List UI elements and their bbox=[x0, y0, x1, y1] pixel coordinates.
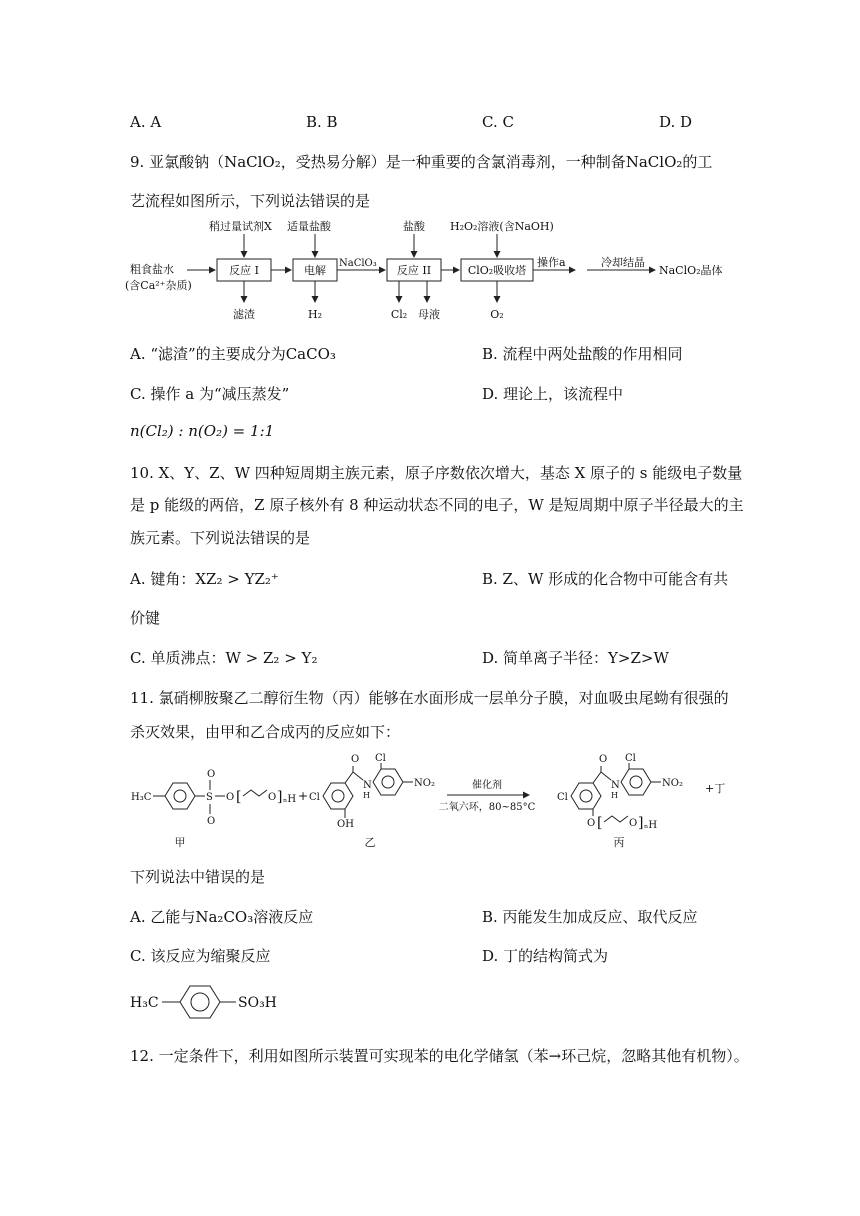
svg-text:SO₃H: SO₃H bbox=[238, 995, 277, 1011]
name-jia: 甲 bbox=[174, 836, 186, 849]
svg-text:]: ] bbox=[277, 789, 283, 805]
product-d-plus: +丁 bbox=[705, 782, 726, 795]
svg-text:ₙH: ₙH bbox=[644, 820, 658, 831]
svg-text:O: O bbox=[207, 769, 216, 780]
svg-text:电解: 电解 bbox=[304, 264, 326, 277]
svg-text:NO₂: NO₂ bbox=[414, 778, 435, 789]
svg-text:OH: OH bbox=[337, 819, 354, 830]
q9-flow-diagram bbox=[125, 214, 745, 326]
q10-stem-line1: 10. X、Y、Z、W 四种短周期主族元素，原子序数依次增大，基态 X 原子的 s 能级电子数量 bbox=[130, 464, 743, 482]
svg-text:O: O bbox=[587, 818, 596, 829]
flow-reagent-h2o2: H₂O₂溶液(含NaOH) bbox=[450, 220, 554, 233]
q11-option-b: B. 丙能发生加成反应、取代反应 bbox=[482, 908, 698, 926]
svg-text:ClO₂吸收塔: ClO₂吸收塔 bbox=[467, 264, 527, 277]
product-c-cl: Cl bbox=[557, 792, 568, 803]
q11-option-d: D. 丁的结构简式为 bbox=[482, 947, 609, 965]
svg-text:N: N bbox=[611, 780, 620, 791]
flow-product: NaClO₂晶体 bbox=[659, 264, 723, 277]
q10-option-d: D. 简单离子半径：Y>Z>W bbox=[482, 649, 669, 667]
q10-option-a: A. 键角：XZ₂ > YZ₂⁺ bbox=[130, 570, 279, 588]
q8-option-c: C. C bbox=[482, 113, 514, 131]
flow-out-cl2: Cl₂ bbox=[390, 308, 408, 321]
q10-option-c: C. 单质沸点：W > Z₂ > Y₂ bbox=[130, 649, 318, 667]
svg-text:反应 I: 反应 I bbox=[229, 264, 259, 277]
flow-reagent-x: 稍过量试剂X bbox=[209, 220, 272, 233]
flow-input: 粗食盐水 bbox=[130, 263, 174, 276]
reactant-a-h3c: H₃C bbox=[131, 792, 152, 803]
q10-stem-line3: 族元素。下列说法错误的是 bbox=[130, 529, 311, 547]
catalyst-label: 催化剂 bbox=[472, 780, 502, 791]
q11-option-d-structure bbox=[128, 978, 298, 1026]
q8-option-a: A. A bbox=[130, 113, 162, 131]
svg-text:[: [ bbox=[597, 815, 603, 831]
flow-reagent-hcl1: 适量盐酸 bbox=[287, 220, 331, 233]
q12-stem-line1: 12. 一定条件下，利用如图所示装置可实现苯的电化学储氢（苯→环己烷，忽略其他有机物）。 bbox=[130, 1047, 749, 1065]
svg-text:Cl: Cl bbox=[375, 753, 386, 764]
flow-cool: 冷却结晶 bbox=[601, 256, 645, 269]
svg-text:O: O bbox=[226, 792, 235, 803]
q11-stem-line1: 11. 氯硝柳胺聚乙二醇衍生物（丙）能够在水面形成一层单分子膜，对血吸虫尾蚴有很强的 bbox=[130, 689, 729, 707]
svg-text:O: O bbox=[268, 792, 277, 803]
flow-out-residue: 滤渣 bbox=[233, 308, 255, 321]
name-bing: 丙 bbox=[613, 836, 625, 849]
name-yi: 乙 bbox=[364, 836, 376, 849]
svg-text:NO₂: NO₂ bbox=[662, 778, 683, 789]
flow-out-mother-liquor: 母液 bbox=[418, 308, 440, 321]
q11-reaction-scheme bbox=[125, 752, 735, 852]
svg-text:Cl: Cl bbox=[625, 753, 636, 764]
q11-question: 下列说法中错误的是 bbox=[130, 868, 266, 886]
svg-text:O: O bbox=[629, 818, 638, 829]
svg-text:]: ] bbox=[638, 815, 644, 831]
flow-out-o2: O₂ bbox=[490, 308, 504, 321]
q9-option-d: D. 理论上，该流程中 bbox=[482, 385, 624, 403]
svg-text:O: O bbox=[351, 754, 360, 765]
q9-stem-line1: 9. 亚氯酸钠（NaClO₂，受热易分解）是一种重要的含氯消毒剂，一种制备NaClO₂的工 bbox=[130, 153, 713, 171]
flow-mid-naclo3: NaClO₃ bbox=[339, 258, 377, 269]
flow-reagent-hcl2: 盐酸 bbox=[403, 220, 425, 233]
flow-op-a: 操作a bbox=[537, 256, 566, 269]
q11-option-a: A. 乙能与Na₂CO₃溶液反应 bbox=[130, 908, 314, 926]
svg-text:[: [ bbox=[236, 789, 242, 805]
q9-option-c: C. 操作 a 为“减压蒸发” bbox=[130, 385, 290, 403]
q9-stem-line2: 艺流程如图所示，下列说法错误的是 bbox=[130, 192, 371, 210]
q11-option-c: C. 该反应为缩聚反应 bbox=[130, 947, 271, 965]
svg-text:H: H bbox=[363, 791, 370, 800]
q10-option-b: B. Z、W 形成的化合物中可能含有共 bbox=[482, 570, 729, 588]
q10-option-b-cont: 价键 bbox=[130, 609, 161, 627]
q9-option-b: B. 流程中两处盐酸的作用相同 bbox=[482, 345, 683, 363]
reactant-b-cl: Cl bbox=[309, 792, 320, 803]
q11-stem-line2: 杀灭效果，由甲和乙合成丙的反应如下： bbox=[130, 723, 401, 741]
flow-out-h2: H₂ bbox=[307, 308, 323, 321]
q10-stem-line2: 是 p 能级的两倍，Z 原子核外有 8 种运动状态不同的电子，W 是短周期中原子半径最大的主 bbox=[130, 496, 744, 514]
flow-input-note: (含Ca²⁺杂质) bbox=[125, 279, 192, 292]
svg-text:+: + bbox=[298, 789, 309, 803]
conditions-label: 二氧六环，80~85°C bbox=[438, 802, 536, 813]
q9-option-a: A. “滤渣”的主要成分为CaCO₃ bbox=[130, 345, 336, 363]
svg-text:H₃C: H₃C bbox=[130, 995, 159, 1011]
svg-text:O: O bbox=[599, 754, 608, 765]
svg-text:ₙH: ₙH bbox=[283, 794, 297, 805]
svg-text:O: O bbox=[207, 816, 216, 827]
svg-text:N: N bbox=[363, 780, 372, 791]
q8-option-d: D. D bbox=[659, 113, 693, 131]
q8-option-b: B. B bbox=[306, 113, 338, 131]
svg-text:H: H bbox=[611, 791, 618, 800]
q9-option-d-ratio: n(Cl₂) : n(O₂) = 1:1 bbox=[130, 422, 275, 440]
reactant-a-s: S bbox=[206, 792, 213, 803]
svg-text:反应 II: 反应 II bbox=[396, 264, 432, 277]
